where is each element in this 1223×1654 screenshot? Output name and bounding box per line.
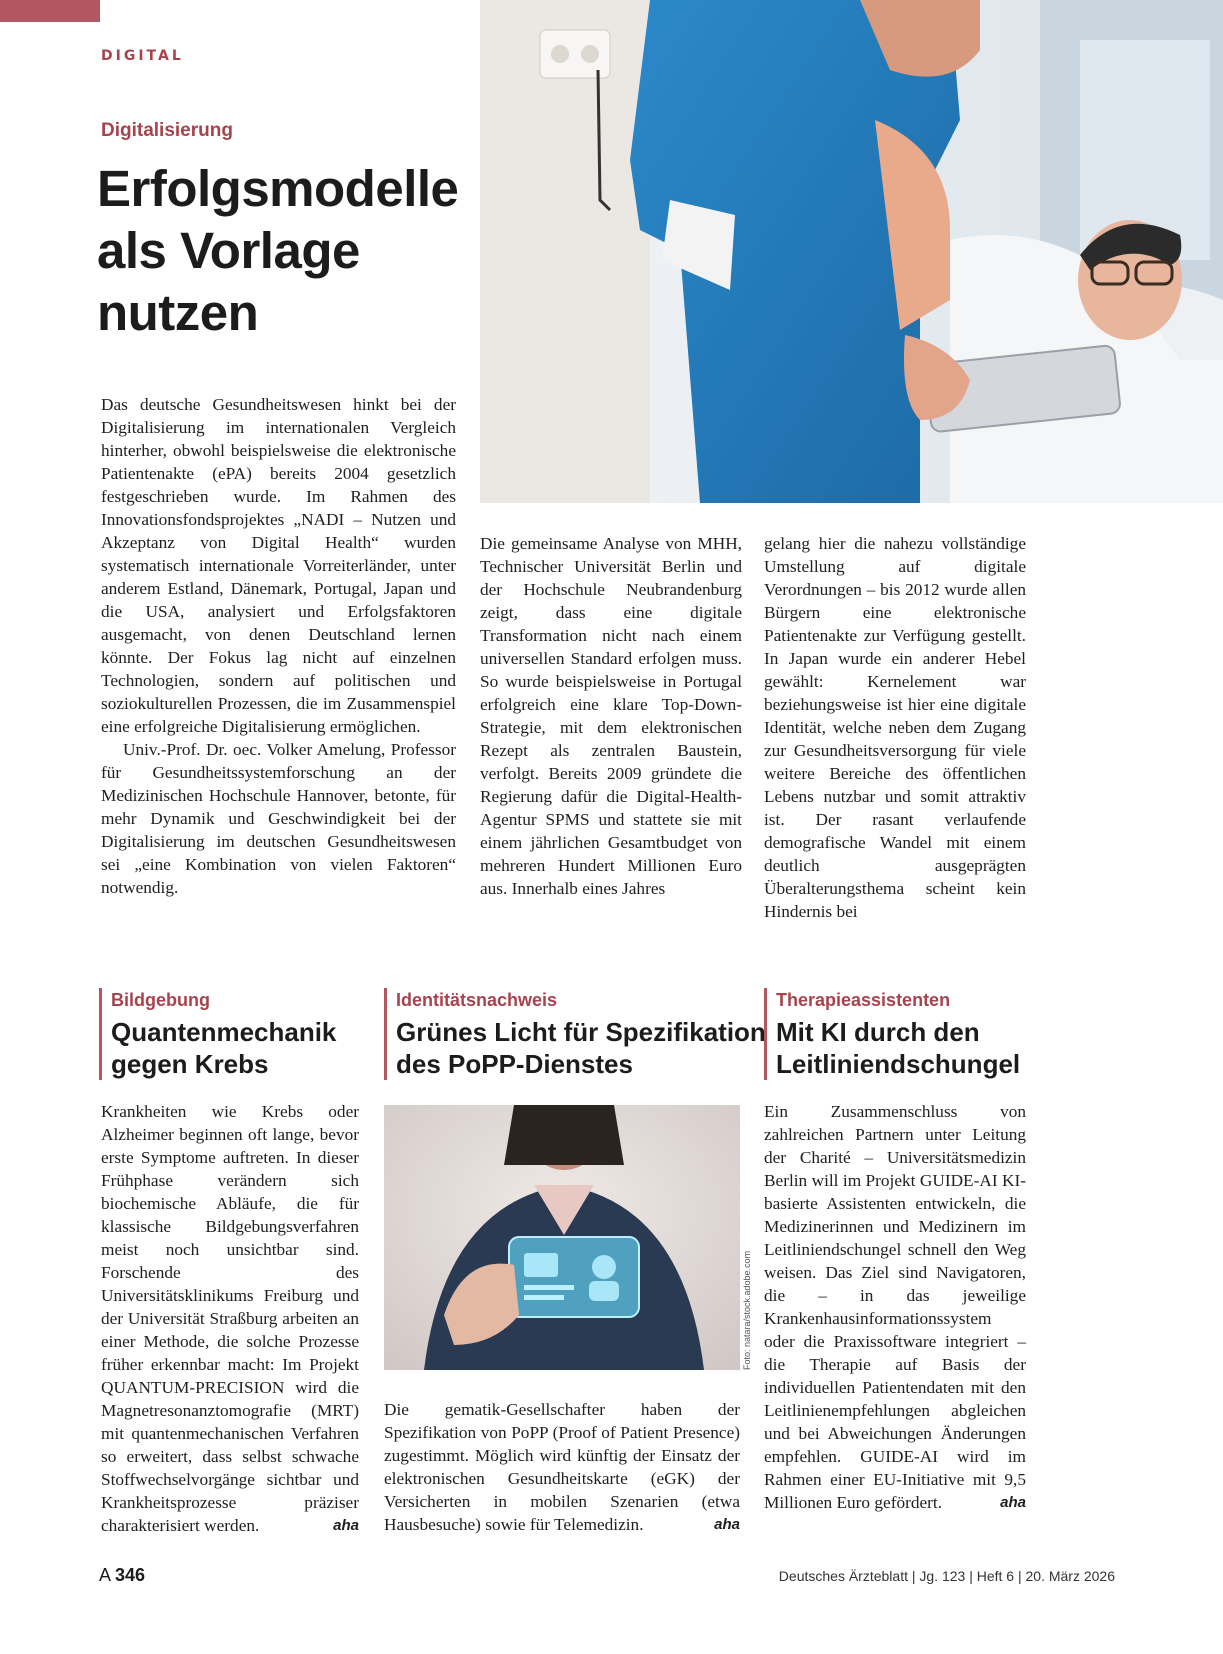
article-kicker: Digitalisierung	[101, 120, 233, 141]
section-label: DIGITAL	[101, 48, 184, 64]
main-article-paragraph: Univ.-Prof. Dr. oec. Volker Amelung, Professor für Gesundheitssystemforschung an der Medizinischen Hochschule Hannover, betonte, für mehr Dynamik und Geschwindigkeit bei der Digitalisierung im deutschen Gesundheitswesen sei „eine Kombination von vielen Faktoren“ notwendig.	[101, 740, 456, 897]
journal-info: Deutsches Ärzteblatt | Jg. 123 | Heft 6 | 20. März 2026	[778, 1568, 1115, 1584]
author-initials: aha	[1000, 1494, 1026, 1511]
brief-body-text: Krankheiten wie Krebs oder Alzheimer beginnen oft lange, bevor erste Symptome auftreten. In dieser Frühphase verändern sich biochemische Abläufe, die für klassische Bildgebungsverfahren meist noch unsichtbar sind. Forschende des Universitätsklinikums Freiburg und der Universität Straßburg arbeiten an einer Methode, die solche Prozesse früher erkennbar macht: Im Projekt QUANTUM-PRECISION wird die Magnetresonanztomografie (MRT) mit quantenmechanischen Verfahren so erweitert, dass selbst schwache Stoffwechselvorgänge sichtbar und Krankheitsprozesse präziser charakterisiert werden.	[101, 1102, 359, 1535]
brief-body-imaging	[101, 1100, 359, 1537]
brief-title: Quantenmechanik gegen Krebs	[111, 1017, 337, 1079]
main-article-paragraph: Die gemeinsame Analyse von MHH, Technischer Universität Berlin und der Hochschule Neubrandenburg zeigt, dass eine digitale Transformation nicht nach einem universellen Standard erfolgen muss. So wurde beispielsweise in Portugal erfolgreich eine klare Top-Down-Strategie, mit dem elektronischen Rezept als zentralen Baustein, verfolgt. Bereits 2009 gründete die Regierung dafür die Digital-Health-Agentur SPMS und stattete sie mit einem jährlichen Gesamtbudget von mehreren Hundert Millionen Euro aus. Innerhalb eines Jahres	[480, 534, 742, 898]
main-article-paragraph: Das deutsche Gesundheitswesen hinkt bei der Digitalisierung im internationalen Vergleich hinterher, obwohl beispielsweise die elektronische Patientenakte (ePA) bereits 2004 gesetzlich festgeschrieben wurde. Im Rahmen des Innovationsfondsprojektes „NADI – Nutzen und Akzeptanz von Digital Health“ wurden systematisch internationale Vorreiterländer, unter anderem Estland, Dänemark, Portugal, Japan und die USA, analysiert und Erfolgsfaktoren ausgemacht, von denen Deutschland lernen könnte. Der Fokus lag nicht auf einzelnen Technologien, sondern auf politischen und soziokulturellen Prozessen, die im Zusammenspiel eine erfolgreiche Digitalisierung ermöglichen.	[101, 395, 456, 736]
section-color-tab	[0, 0, 100, 22]
main-article-column-1	[101, 393, 456, 899]
main-article-column-2	[480, 532, 742, 900]
brief-header-identity	[384, 988, 766, 1080]
brief-body-text: Die gematik-Gesellschafter haben der Spezifikation von PoPP (Proof of Patient Presence) zugestimmt. Möglich wird künftig der Einsatz der elektronischen Gesundheitskarte (eGK) der Versicherten in mobilen Szenarien (etwa Hausbesuche) sowie für Telemedizin.	[384, 1400, 740, 1534]
author-initials: aha	[333, 1517, 359, 1534]
article-headline	[97, 158, 457, 344]
brief-body-therapy	[764, 1100, 1026, 1514]
page-number-value: 346	[115, 1565, 146, 1585]
brief-header-therapy	[764, 988, 1046, 1080]
brief-header-imaging	[99, 988, 381, 1080]
brief-kicker: Therapieassistenten	[776, 990, 951, 1010]
id-card-photo	[384, 1105, 740, 1370]
headline-line-1: Erfolgsmodelle	[97, 160, 459, 217]
page-number	[99, 1565, 145, 1586]
brief-kicker: Identitätsnachweis	[396, 990, 558, 1010]
headline-line-3: nutzen	[97, 284, 259, 341]
brief-title: Mit KI durch den Leitliniendschungel	[776, 1017, 1021, 1079]
main-article-column-3	[764, 532, 1026, 923]
brief-kicker: Bildgebung	[111, 990, 210, 1010]
photo-credit: Foto: natara/stock.adobe.com	[742, 1250, 752, 1370]
hero-photo	[480, 0, 1223, 503]
brief-body-text: Ein Zusammenschluss von zahlreichen Partnern unter Leitung der Charité – Universitätsmedizin Berlin will im Projekt GUIDE-AI KI-basierte Assistenten entwickeln, die Medizinerinnen und Medizinern im Leitliniendschungel schnell den Weg weisen. Das Ziel sind Navigatoren, die – in das jeweilige Krankenhausinformationssystem oder die Praxissoftware integriert – die Therapie auf Basis der individuellen Patientendaten mit den Leitlinienempfehlungen abgleichen und bei Abweichungen Änderungen empfehlen. GUIDE-AI wird im Rahmen einer EU-Initiative mit 9,5 Millionen Euro gefördert.	[764, 1102, 1026, 1512]
brief-body-identity	[384, 1398, 740, 1536]
headline-line-2: als Vorlage	[97, 222, 360, 279]
brief-title: Grünes Licht für Spezifikation des PoPP-Dienstes	[396, 1017, 766, 1079]
page-prefix: A	[99, 1565, 111, 1585]
main-article-paragraph: gelang hier die nahezu vollständige Umstellung auf digitale Verordnungen – bis 2012 wurde allen Bürgern eine elektronische Patientenakte zur Verfügung gestellt. In Japan wurde ein anderer Hebel gewählt: Kernelement war beziehungsweise ist hier eine digitale Identität, welche neben dem Zugang zur Gesundheitsversorgung für viele weitere Bereiche des öffentlichen Lebens nutzbar und somit attraktiv ist. Der rasant verlaufende demografische Wandel mit einem deutlich ausgeprägten Überalterungsthema scheint kein Hindernis bei	[764, 534, 1026, 921]
author-initials: aha	[714, 1516, 740, 1533]
